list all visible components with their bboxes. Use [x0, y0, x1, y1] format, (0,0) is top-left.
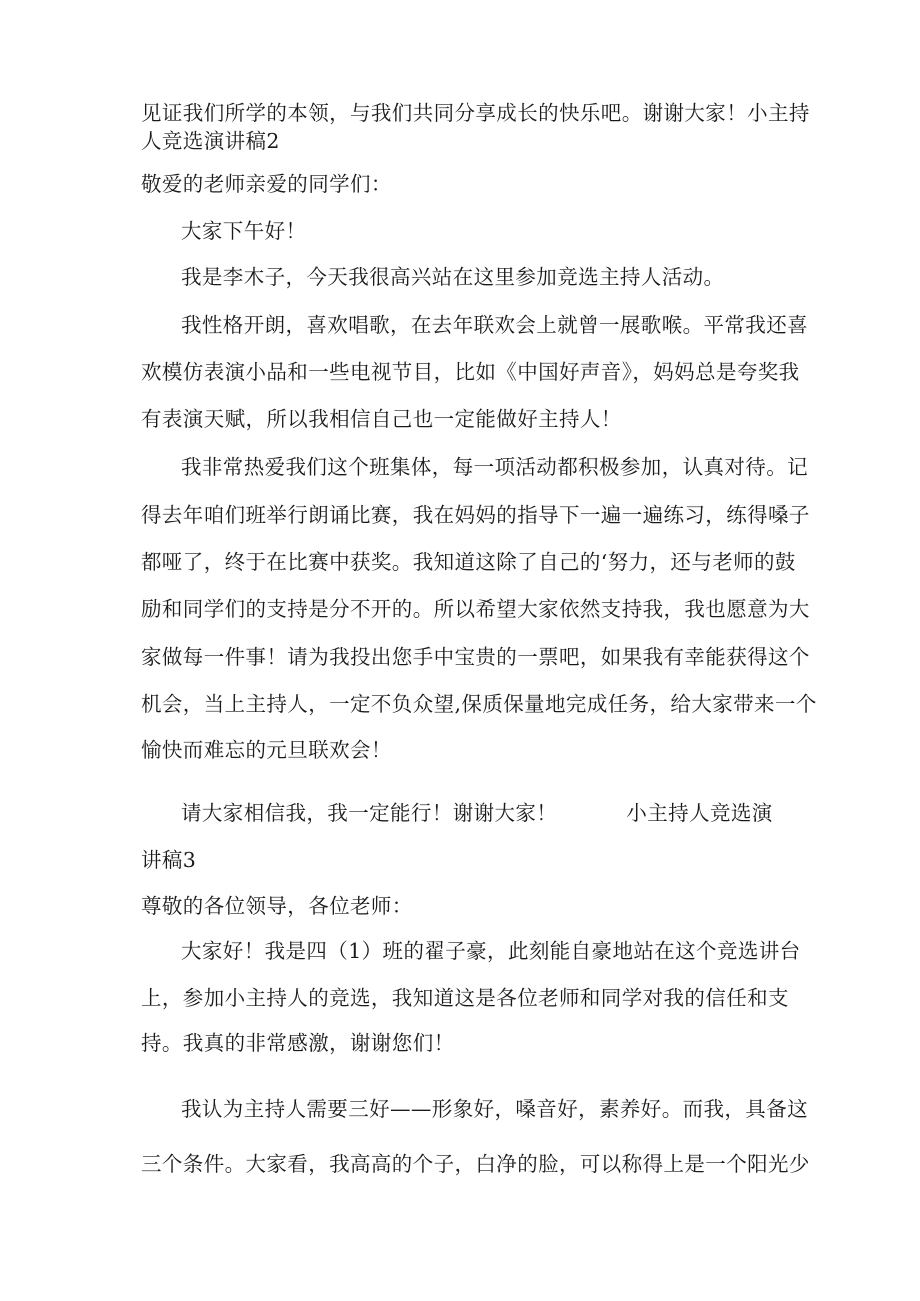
text-line: 大家好！我是四（1）班的翟子豪，此刻能自豪地站在这个竞选讲台	[181, 939, 801, 963]
text-line: 三个条件。大家看，我高高的个子，白净的脸，可以称得上是一个阳光少	[141, 1152, 810, 1176]
section-title: 人竞选演讲稿2	[141, 129, 280, 153]
text-line: 我非常热爱我们这个班集体，每一项活动都积极参加，认真对待。记	[181, 455, 808, 479]
text-line: 愉快而难忘的元旦联欢会！	[141, 738, 392, 762]
text-line: 家做每一件事！请为我投出您手中宝贵的一票吧，如果我有幸能获得这个	[141, 645, 810, 669]
text-line: 得去年咱们班举行朗诵比赛，我在妈妈的指导下一遍一遍练习，练得嗓子	[141, 503, 810, 527]
text-line: 见证我们所学的本领，与我们共同分享成长的快乐吧。谢谢大家！小主持	[141, 101, 810, 125]
text-line: 机会，当上主持人，一定不负众望,保质保量地完成任务，给大家带来一个	[141, 692, 817, 716]
text-line: 有表演天赋，所以我相信自己也一定能做好主持人！	[141, 407, 622, 431]
text-line: 大家下午好！	[181, 219, 307, 243]
salutation: 尊敬的各位领导，各位老师：	[141, 894, 413, 918]
text-line: 欢模仿表演小品和一些电视节目，比如《中国好声音》，妈妈总是夸奖我	[141, 360, 800, 384]
text-line: 请大家相信我，我一定能行！谢谢大家！ 小主持人竞选演	[181, 801, 773, 825]
section-title: 讲稿3	[141, 848, 197, 872]
text-line: 我性格开朗，喜欢唱歌，在去年联欢会上就曾一展歌喉。平常我还喜	[181, 313, 808, 337]
text-line: 我认为主持人需要三好——形象好，嗓音好，素养好。而我，具备这	[181, 1097, 808, 1121]
text-line: 持。我真的非常感激，谢谢您们！	[141, 1031, 455, 1055]
text-line: 励和同学们的支持是分不开的。所以希望大家依然支持我，我也愿意为大	[141, 597, 810, 621]
text-line: 上，参加小主持人的竞选，我知道这是各位老师和同学对我的信任和支	[141, 986, 789, 1010]
text-line: 都哑了，终于在比赛中获奖。我知道这除了自己的‘努力，还与老师的鼓	[141, 550, 796, 574]
text-line: 我是李木子，今天我很高兴站在这里参加竞选主持人活动。	[181, 265, 725, 289]
salutation: 敬爱的老师亲爱的同学们：	[141, 172, 392, 196]
